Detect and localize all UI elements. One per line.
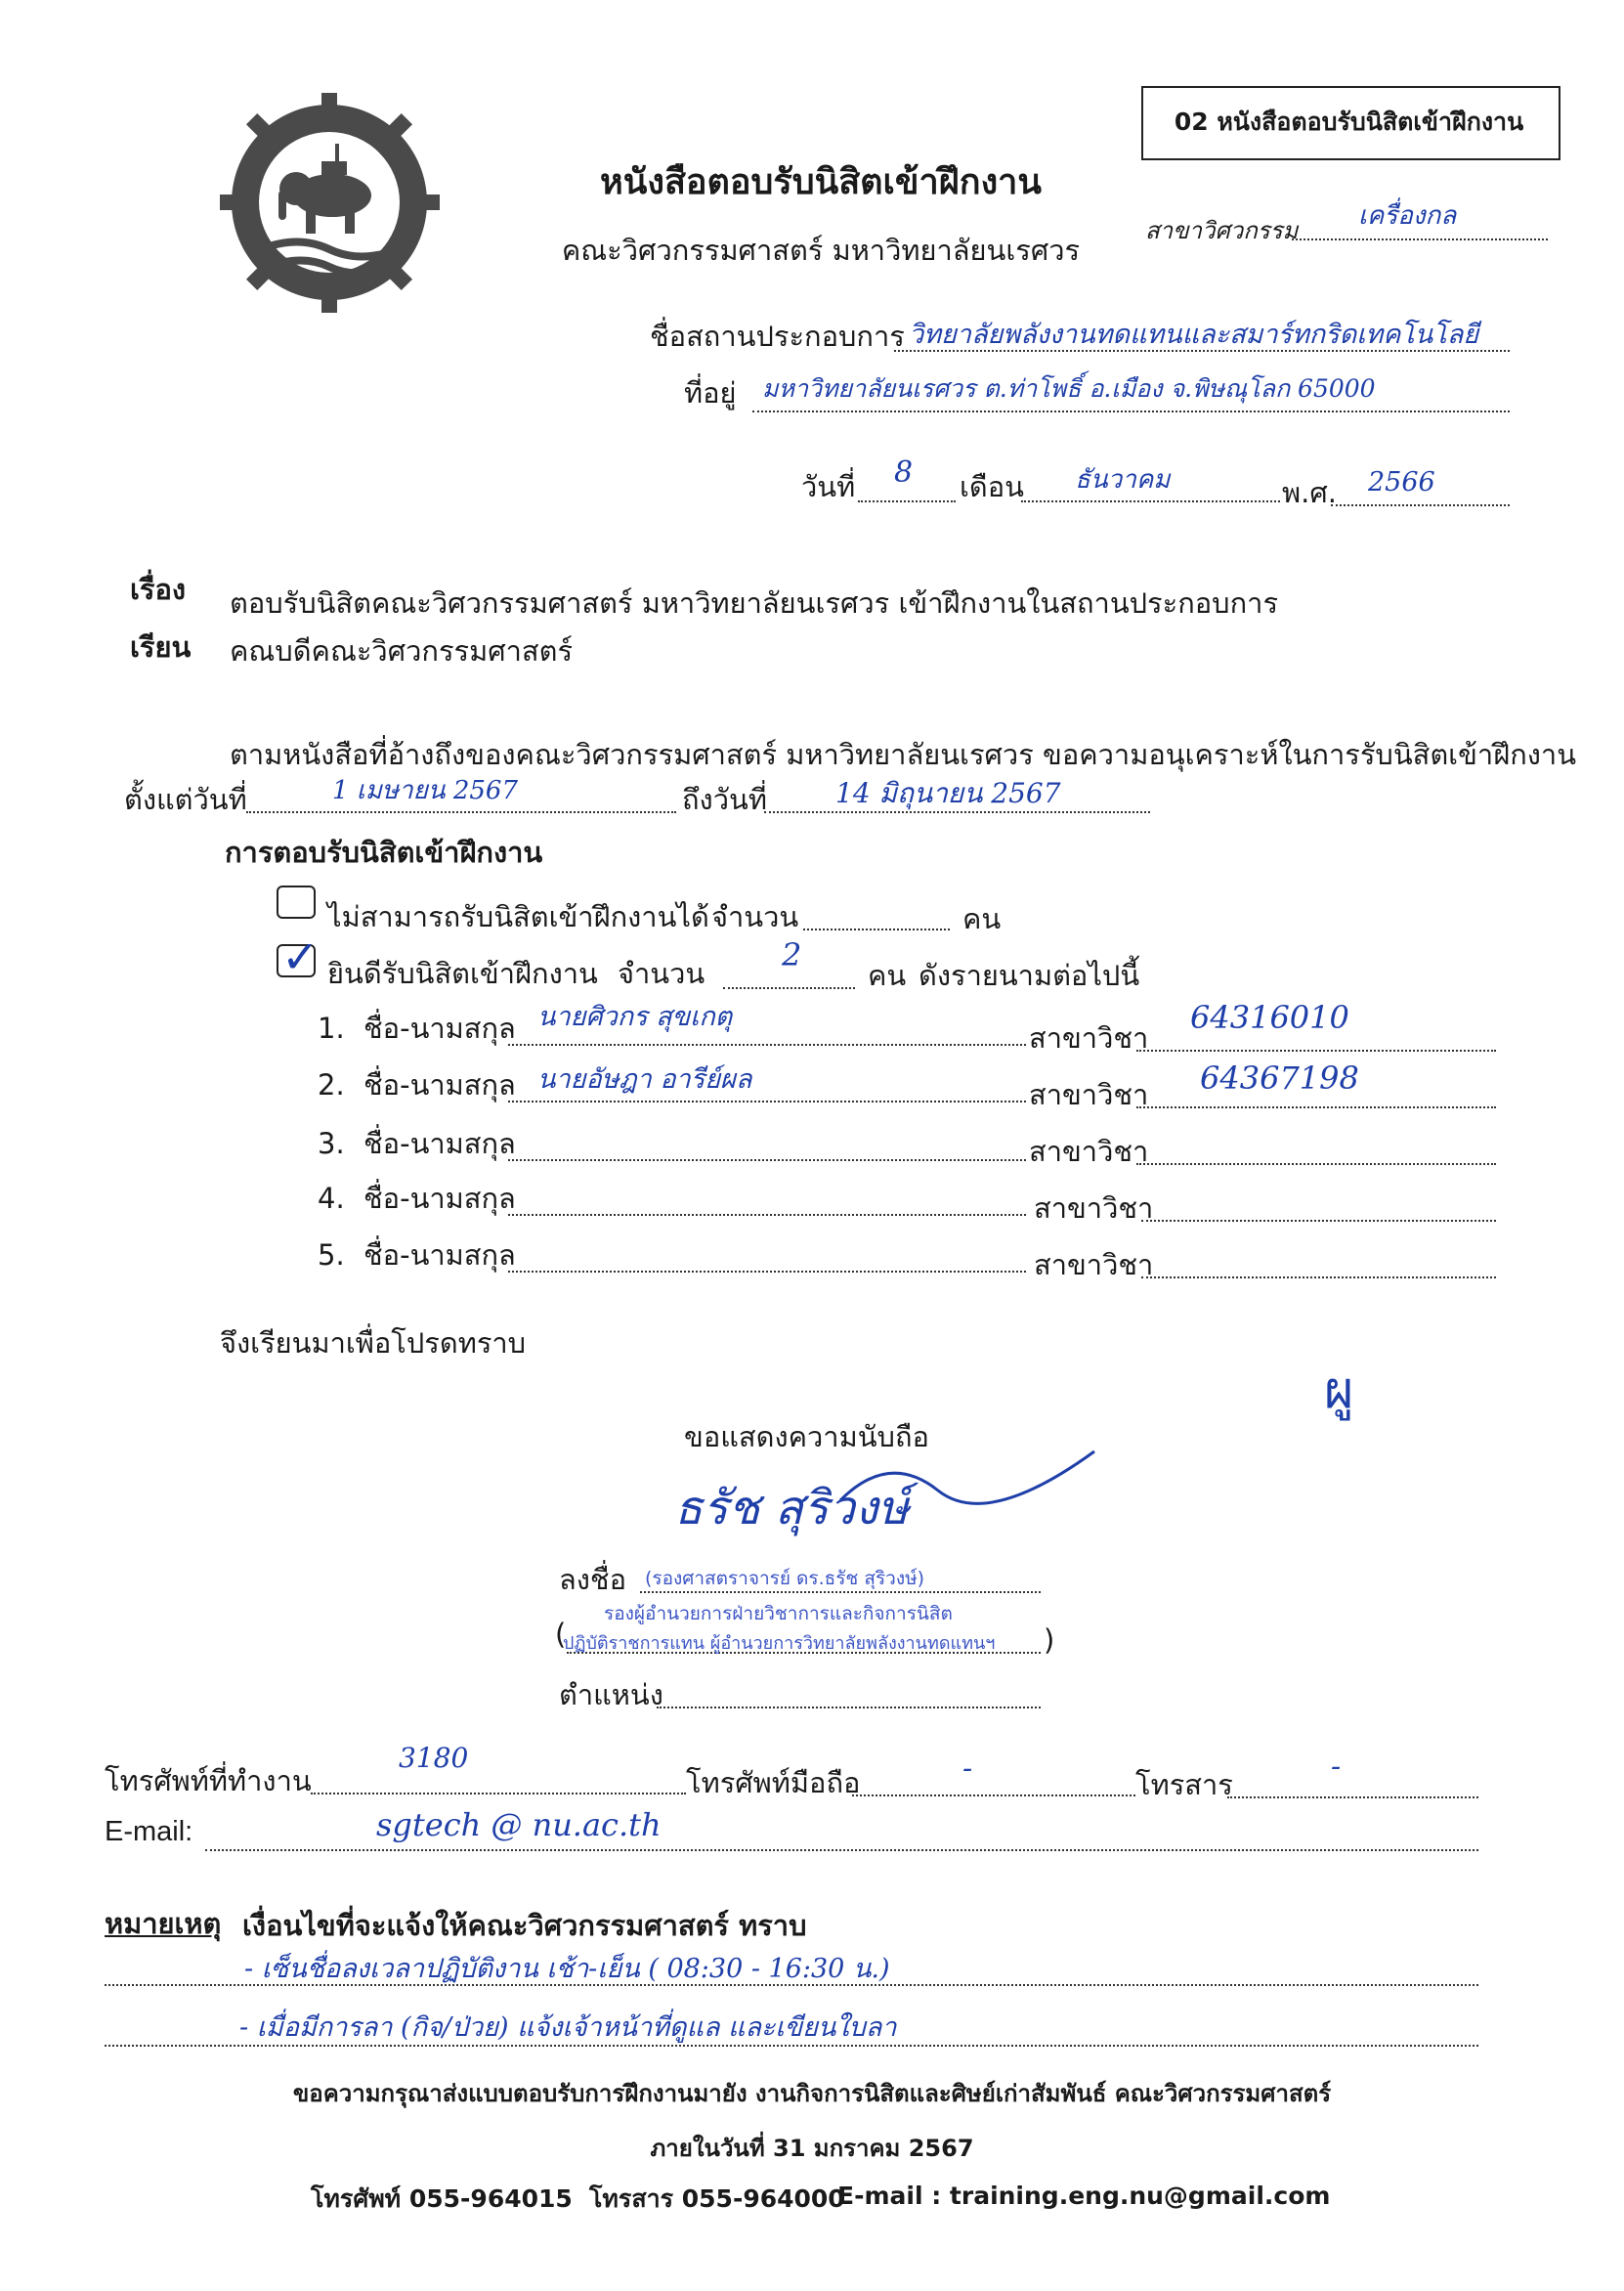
position-paren-open: (: [555, 1618, 567, 1651]
fax-label: โทรสาร: [1135, 1768, 1233, 1801]
margin-initials: ผู: [1324, 1362, 1354, 1420]
elephant-gear-icon: [220, 93, 440, 313]
address-dots: [752, 411, 1510, 412]
email-label: E-mail:: [105, 1816, 193, 1847]
student-3-major-dots: [1136, 1163, 1496, 1165]
student-2-major-dots: [1136, 1106, 1496, 1108]
page-subtitle: คณะวิศวกรรมศาสตร์ มหาวิทยาลัยนเรศวร: [561, 234, 1081, 267]
handwritten-signature: ธรัช สุริวงษ์: [674, 1481, 910, 1535]
student-1-name-label: ชื่อ-นามสกุล: [363, 1012, 516, 1045]
to-date-value: 14 มิถุนายน 2567: [835, 777, 1061, 809]
acceptance-heading: การตอบรับนิสิตเข้าฝึกงาน: [225, 836, 543, 869]
student-3-num: 3.: [318, 1127, 345, 1160]
to-label: เรียน: [130, 630, 192, 664]
regards: ขอแสดงความนับถือ: [684, 1420, 929, 1453]
reject-unit: คน: [962, 902, 1002, 935]
footer-email: E-mail : training.eng.nu@gmail.com: [837, 2182, 1331, 2210]
footer-line-2: ภายในวันที่ 31 มกราคม 2567: [650, 2135, 974, 2162]
subject-label: เรื่อง: [130, 573, 187, 606]
student-1-name-dots: [508, 1044, 1026, 1046]
student-4-major-label: สาขาวิชา: [1034, 1191, 1154, 1225]
month-label: เดือน: [960, 470, 1024, 503]
student-1-name: นายศิวกร สุขเกตุ: [537, 1002, 733, 1032]
footer-fax: โทรสาร 055-964000: [589, 2184, 845, 2213]
page-title: หนังสือตอบรับนิสิตเข้าฝึกงาน: [600, 162, 1042, 202]
email-dots: [205, 1849, 1478, 1851]
from-value: 1 เมษายน 2567: [332, 776, 519, 805]
position-paren-close: ): [1044, 1623, 1055, 1657]
student-2-name-label: ชื่อ-นามสกุล: [363, 1068, 516, 1102]
student-5-num: 5.: [318, 1238, 345, 1272]
accept-checkmark: ✓: [281, 930, 320, 983]
fax-value: -: [1331, 1750, 1342, 1784]
signature-stroke: [831, 1442, 1104, 1520]
student-4-name-dots: [508, 1214, 1026, 1216]
footer-line-1: ขอความกรุณาส่งแบบตอบรับการฝึกงานมายัง งานกิจการนิสิตและศิษย์เก่าสัมพันธ์ คณะวิศวกรรมศาสตร์: [292, 2080, 1332, 2107]
student-1-major: 64316010: [1190, 999, 1349, 1036]
student-4-num: 4.: [318, 1182, 345, 1215]
from-label: ตั้งแต่วันที่: [124, 783, 247, 816]
reject-count-dots: [803, 929, 950, 930]
student-3-name-label: ชื่อ-นามสกุล: [363, 1127, 516, 1160]
month-value: ธันวาคม: [1075, 465, 1171, 495]
reject-count-label: จำนวน: [711, 900, 799, 933]
remarks-line-2: - เมื่อมีการลา (กิจ/ป่วย) แจ้งเจ้าหน้าที่ดูแล และเขียนใบลา: [239, 2012, 897, 2043]
establishment-name-label: ชื่อสถานประกอบการ: [650, 320, 905, 353]
student-3-name-dots: [508, 1159, 1026, 1161]
fax-dots: [1227, 1796, 1478, 1798]
day-value: 8: [894, 455, 914, 490]
accept-count-dots: [723, 987, 855, 989]
student-5-name-label: ชื่อ-นามสกุล: [363, 1238, 516, 1272]
branch-value: เครื่องกล: [1358, 201, 1457, 231]
day-label: วันที่: [801, 470, 856, 503]
student-4-name-label: ชื่อ-นามสกุล: [363, 1182, 516, 1215]
accept-label: ยินดีรับนิสิตเข้าฝึกงาน: [327, 957, 598, 990]
sign-label: ลงชื่อ: [559, 1563, 627, 1596]
address-value: มหาวิทยาลัยนเรศวร ต.ท่าโพธิ์ อ.เมือง จ.พิษณุโลก 65000: [762, 374, 1376, 403]
student-2-major-label: สาขาวิชา: [1029, 1078, 1149, 1111]
year-value: 2566: [1368, 467, 1435, 497]
reject-label: ไม่สามารถรับนิสิตเข้าฝึกงานได้: [327, 900, 709, 933]
student-1-num: 1.: [318, 1012, 345, 1045]
stamp-acting: ปฏิบัติราชการแทน ผู้อำนวยการวิทยาลัยพลังงานทดแทนฯ: [563, 1633, 996, 1654]
remarks-heading: เงื่อนไขที่จะแจ้งให้คณะวิศวกรรมศาสตร์ ทราบ: [242, 1909, 807, 1942]
to-text: คณบดีคณะวิศวกรรมศาสตร์: [230, 634, 574, 668]
accept-list-suffix: ดังรายนามต่อไปนี้: [919, 959, 1140, 992]
email-value: sgtech @ nu.ac.th: [376, 1806, 662, 1843]
remarks-dots-2: [105, 2045, 1478, 2047]
form-code: 02 หนังสือตอบรับนิสิตเข้าฝึกงาน: [1174, 108, 1524, 136]
work-phone-value: 3180: [399, 1742, 469, 1774]
faculty-logo: [220, 93, 440, 313]
footer-phone: โทรศัพท์ 055-964015: [311, 2184, 573, 2213]
student-5-major-label: สาขาวิชา: [1034, 1248, 1154, 1281]
stamp-position: รองผู้อำนวยการฝ่ายวิชาการและกิจการนิสิต: [604, 1603, 953, 1624]
accept-count-value: 2: [782, 936, 802, 973]
stamp-name: (รองศาสตราจารย์ ดร.ธรัช สุริวงษ์): [645, 1568, 925, 1589]
remarks-line-1: - เซ็นชื่อลงเวลาปฏิบัติงาน เช้า-เย็น ( 08:30 - 16:30 น.): [244, 1954, 890, 1984]
student-2-major: 64367198: [1200, 1059, 1359, 1097]
student-3-major-label: สาขาวิชา: [1029, 1135, 1149, 1168]
student-2-name: นายอัษฎา อารีย์ผล: [537, 1064, 752, 1095]
student-5-name-dots: [508, 1271, 1026, 1273]
body-paragraph: ตามหนังสือที่อ้างถึงของคณะวิศวกรรมศาสตร์ มหาวิทยาลัยนเรศวร ขอความอนุเคราะห์ในการรับนิสิตเข้าฝึกงาน: [230, 738, 1577, 771]
work-phone-label: โทรศัพท์ที่ทำงาน: [105, 1764, 312, 1797]
student-2-num: 2.: [318, 1068, 345, 1102]
mobile-value: -: [962, 1751, 973, 1786]
student-4-major-dots: [1141, 1220, 1496, 1222]
day-dots: [858, 500, 956, 502]
student-1-major-label: สาขาวิชา: [1029, 1021, 1149, 1055]
branch-dots: [1292, 238, 1548, 240]
student-5-major-dots: [1141, 1276, 1496, 1278]
establishment-name-value: วิทยาลัยพลังงานทดแทนและสมาร์ทกริดเทคโนโลยี: [909, 320, 1479, 350]
reject-checkbox[interactable]: [277, 886, 316, 919]
accept-unit: คน: [868, 959, 907, 992]
month-dots: [1021, 500, 1280, 502]
year-label: พ.ศ.: [1282, 476, 1337, 509]
mobile-dots: [852, 1794, 1135, 1796]
to-date-label: ถึงวันที่: [682, 783, 767, 816]
year-dots: [1331, 504, 1510, 506]
branch-label: สาขาวิศวกรรม: [1145, 217, 1299, 244]
remarks-label: หมายเหตุ: [105, 1907, 222, 1940]
accept-count-label: จำนวน: [618, 957, 705, 990]
mobile-label: โทรศัพท์มือถือ: [686, 1766, 861, 1799]
student-1-major-dots: [1136, 1050, 1496, 1052]
closing-line: จึงเรียนมาเพื่อโปรดทราบ: [220, 1326, 527, 1360]
position-dots-2: [657, 1707, 1041, 1708]
address-label: ที่อยู่: [684, 376, 737, 410]
work-phone-dots: [311, 1793, 686, 1794]
remarks-dots-1: [105, 1984, 1478, 1986]
position-label: ตำแหน่ง: [559, 1678, 663, 1711]
subject-text: ตอบรับนิสิตคณะวิศวกรรมศาสตร์ มหาวิทยาลัยนเรศวร เข้าฝึกงานในสถานประกอบการ: [230, 586, 1279, 620]
student-2-name-dots: [508, 1101, 1026, 1102]
from-dots: [246, 811, 676, 813]
